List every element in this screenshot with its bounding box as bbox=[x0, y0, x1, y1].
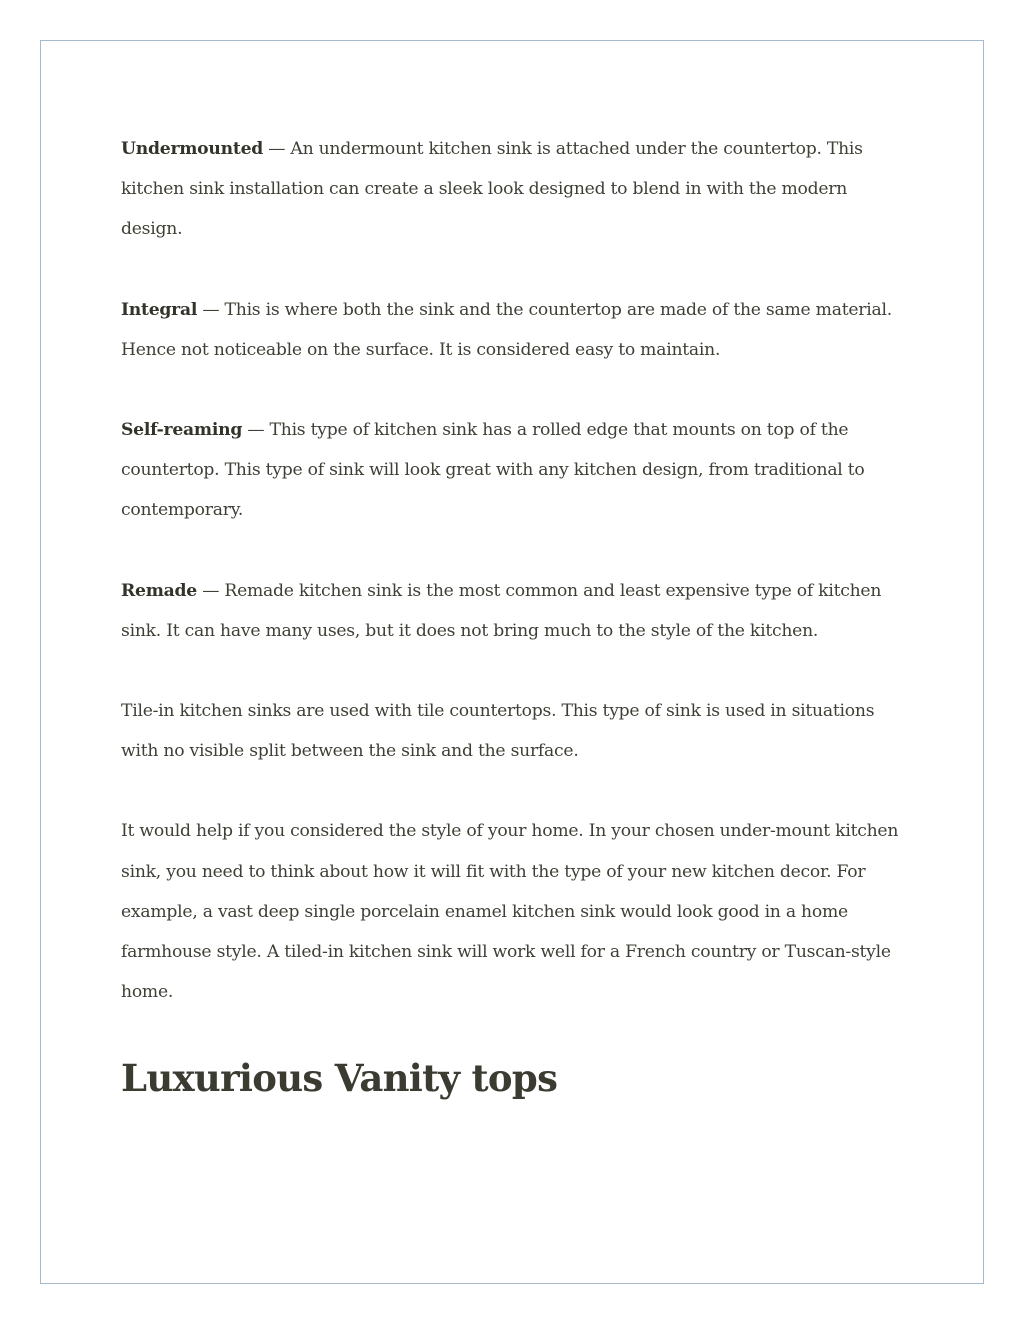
paragraph-tile-in bbox=[121, 691, 911, 771]
term-remade: Remade bbox=[121, 580, 197, 601]
term-integral: Integral bbox=[121, 299, 198, 320]
paragraph-integral bbox=[121, 290, 911, 370]
paragraph-text: It would help if you considered the style of your home. In your chosen under-mount kitchen sink, you need to think about how it will fit with the type of your new kitchen decor. For example, a vast deep single porcelain enamel kitchen sink would look good in a home farmhouse style. A tiled-in kitchen sink will work well for a French country or Tuscan-style home. bbox=[121, 821, 899, 1003]
term-undermounted: Undermounted bbox=[121, 139, 264, 159]
paragraph-text: Remade kitchen sink is the most common and least expensive type of kitchen sink. It can have many uses, but it does not bring much to the style of the kitchen. bbox=[121, 580, 882, 641]
paragraph-remade bbox=[121, 571, 911, 651]
term-self-reaming: Self-reaming bbox=[121, 420, 243, 441]
separator: — bbox=[263, 139, 291, 159]
paragraph-text: This type of kitchen sink has a rolled edge that mounts on top of the countertop. This type of sink will look great with any kitchen design, from traditional to contemporary. bbox=[121, 420, 865, 521]
separator: — bbox=[197, 299, 225, 320]
section-heading: Luxurious Vanity tops bbox=[121, 1056, 558, 1101]
paragraph-text: This is where both the sink and the countertop are made of the same material. Hence not noticeable on the surface. It is considered easy to maintain. bbox=[121, 299, 892, 360]
separator: — bbox=[197, 580, 225, 601]
separator: — bbox=[242, 420, 270, 441]
paragraph-home-style bbox=[121, 811, 911, 1012]
paragraph-text: An undermount kitchen sink is attached under the countertop. This kitchen sink installation can create a sleek look designed to blend in with the modern design. bbox=[121, 139, 863, 240]
paragraph-self-reaming bbox=[121, 410, 911, 531]
paragraph-undermounted bbox=[121, 129, 911, 250]
document-body bbox=[121, 129, 911, 1104]
paragraph-text: Tile-in kitchen sinks are used with tile countertops. This type of sink is used in situations with no visible split between the sink and the surface. bbox=[121, 701, 875, 762]
